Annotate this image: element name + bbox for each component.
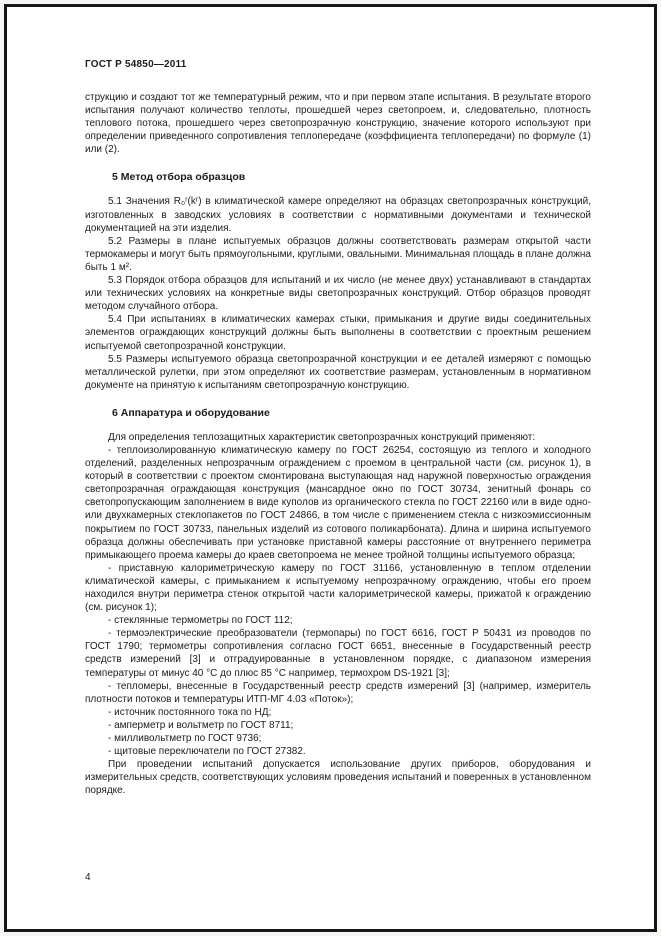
list-item: - амперметр и вольтметр по ГОСТ 8711; <box>108 719 294 731</box>
paragraph: струкцию и создают тот же температурный режим, что и при первом этапе испытания. В результате второго испытания получают количество теплоты, прошедшей через светопроем, и, следовательно, плотность теплового потока, прошедшего через светопрозрачную конструкцию, значение которого используют при определении приведенного сопротивления теплопередаче (коэффициента теплопередачи) по формуле (1) или (2). <box>85 92 591 156</box>
list-item: - тепломеры, внесенные в Государственный реестр средств измерений [3] (например, измеритель плотности потоков и температуры ИТП-МГ 4.03 «Поток»); <box>85 680 591 705</box>
paragraph: Для определения теплозащитных характеристик светопрозрачных конструкций применяют: <box>108 431 536 443</box>
paragraph: 5.4 При испытаниях в климатических камерах стыки, примыкания и другие виды соединительных элементов ограждающих конструкций должны быть выполнены в соответствии с проектным решением испытуемой светопрозрачной конструкции. <box>85 314 591 352</box>
list-item: - термоэлектрические преобразователи (термопары) по ГОСТ 6616, ГОСТ Р 50431 из проводов по ГОСТ 1790; термометры сопротивления согласно ГОСТ 6651, внесенные в Государственный реестр средств измерений [3] и отградуированные в установленном порядке, с диапазоном измерения температуры от минус 40 °С до плюс 85 °С например, термохром DS-1921 [3]; <box>85 628 591 679</box>
section-heading: 6 Аппаратура и оборудование <box>112 406 270 419</box>
document-header: ГОСТ Р 54850—2011 <box>85 59 187 70</box>
list-item: - источник постоянного тока по НД; <box>108 706 272 718</box>
paragraph: 5.5 Размеры испытуемого образца светопрозрачной конструкции и ее деталей измеряют с помощью металлической рулетки, при этом определяют их соответствие размерам, установленным в нормативном документе на принятую к испытаниям светопрозрачную конструкцию. <box>85 353 591 391</box>
section-heading: 5 Метод отбора образцов <box>112 171 246 184</box>
paragraph: 5.2 Размеры в плане испытуемых образцов должны соответствовать размерам открытой части термокамеры и могут быть прямоугольными, круглыми, овальными. Минимальная площадь в плане должна быть 1 м². <box>85 235 591 273</box>
list-item: - теплоизолированную климатическую камеру по ГОСТ 26254, состоящую из теплого и холодного отделений, разделенных непрозрачным ограждением с проемом в центральной части (см. рисунок 1), в который в соответствии с проектом смонтирована выступающая над наружной поверхностью ограждения светопрозрачная ограждающая конструкция (мансардное окно по ГОСТ 30734, зенитный фонарь со светопропускающим заполнением в виде куполов из органического стекла по ГОСТ 22160 или в виде одно- или двухкамерных стеклопакетов по ГОСТ 24866, в том числе с применением стекла с низкоэмиссионным покрытием по ГОСТ 30733, панельных изделий из сотового поликарбоната). Длина и ширина испытуемого образца должны обеспечивать при установке приставной камеры расстояние от внутреннего периметра примыкающего проема камеры до краев светопроема не менее тройной толщины испытуемого образца; <box>85 444 591 561</box>
document-page <box>4 4 657 932</box>
paragraph: При проведении испытаний допускается использование других приборов, оборудования и измерительных средств, соответствующих условиям проведения испытаний и поверенных в установленном порядке. <box>85 759 591 797</box>
page-number: 4 <box>85 872 91 883</box>
list-item: - стеклянные термометры по ГОСТ 112; <box>108 615 293 627</box>
list-item: - приставную калориметрическую камеру по ГОСТ 31166, установленную в теплом отделении климатической камеры, с примыканием к испытуемому непрозрачному ограждению, чтобы его проем находился внутри периметра стенок открытой части калориметрической камеры, прижатой к ограждению (см. рисунок 1); <box>85 562 591 614</box>
paragraph: 5.1 Значения R₀ʳ(kʳ) в климатической камере определяют на образцах светопрозрачных конструкций, изготовленных в заводских условиях в соответствии с нормативными документами и технической документацией на эти изделия. <box>85 196 591 234</box>
paragraph: 5.3 Порядок отбора образцов для испытаний и их число (не менее двух) устанавливают в стандартах или технических условиях на конкретные виды светопрозрачных конструкций. Отбор образцов проводят методом случайного отбора. <box>85 275 591 313</box>
list-item: - щитовые переключатели по ГОСТ 27382. <box>108 746 306 758</box>
document-body <box>85 91 591 798</box>
list-item: - милливольтметр по ГОСТ 9736; <box>108 733 262 745</box>
